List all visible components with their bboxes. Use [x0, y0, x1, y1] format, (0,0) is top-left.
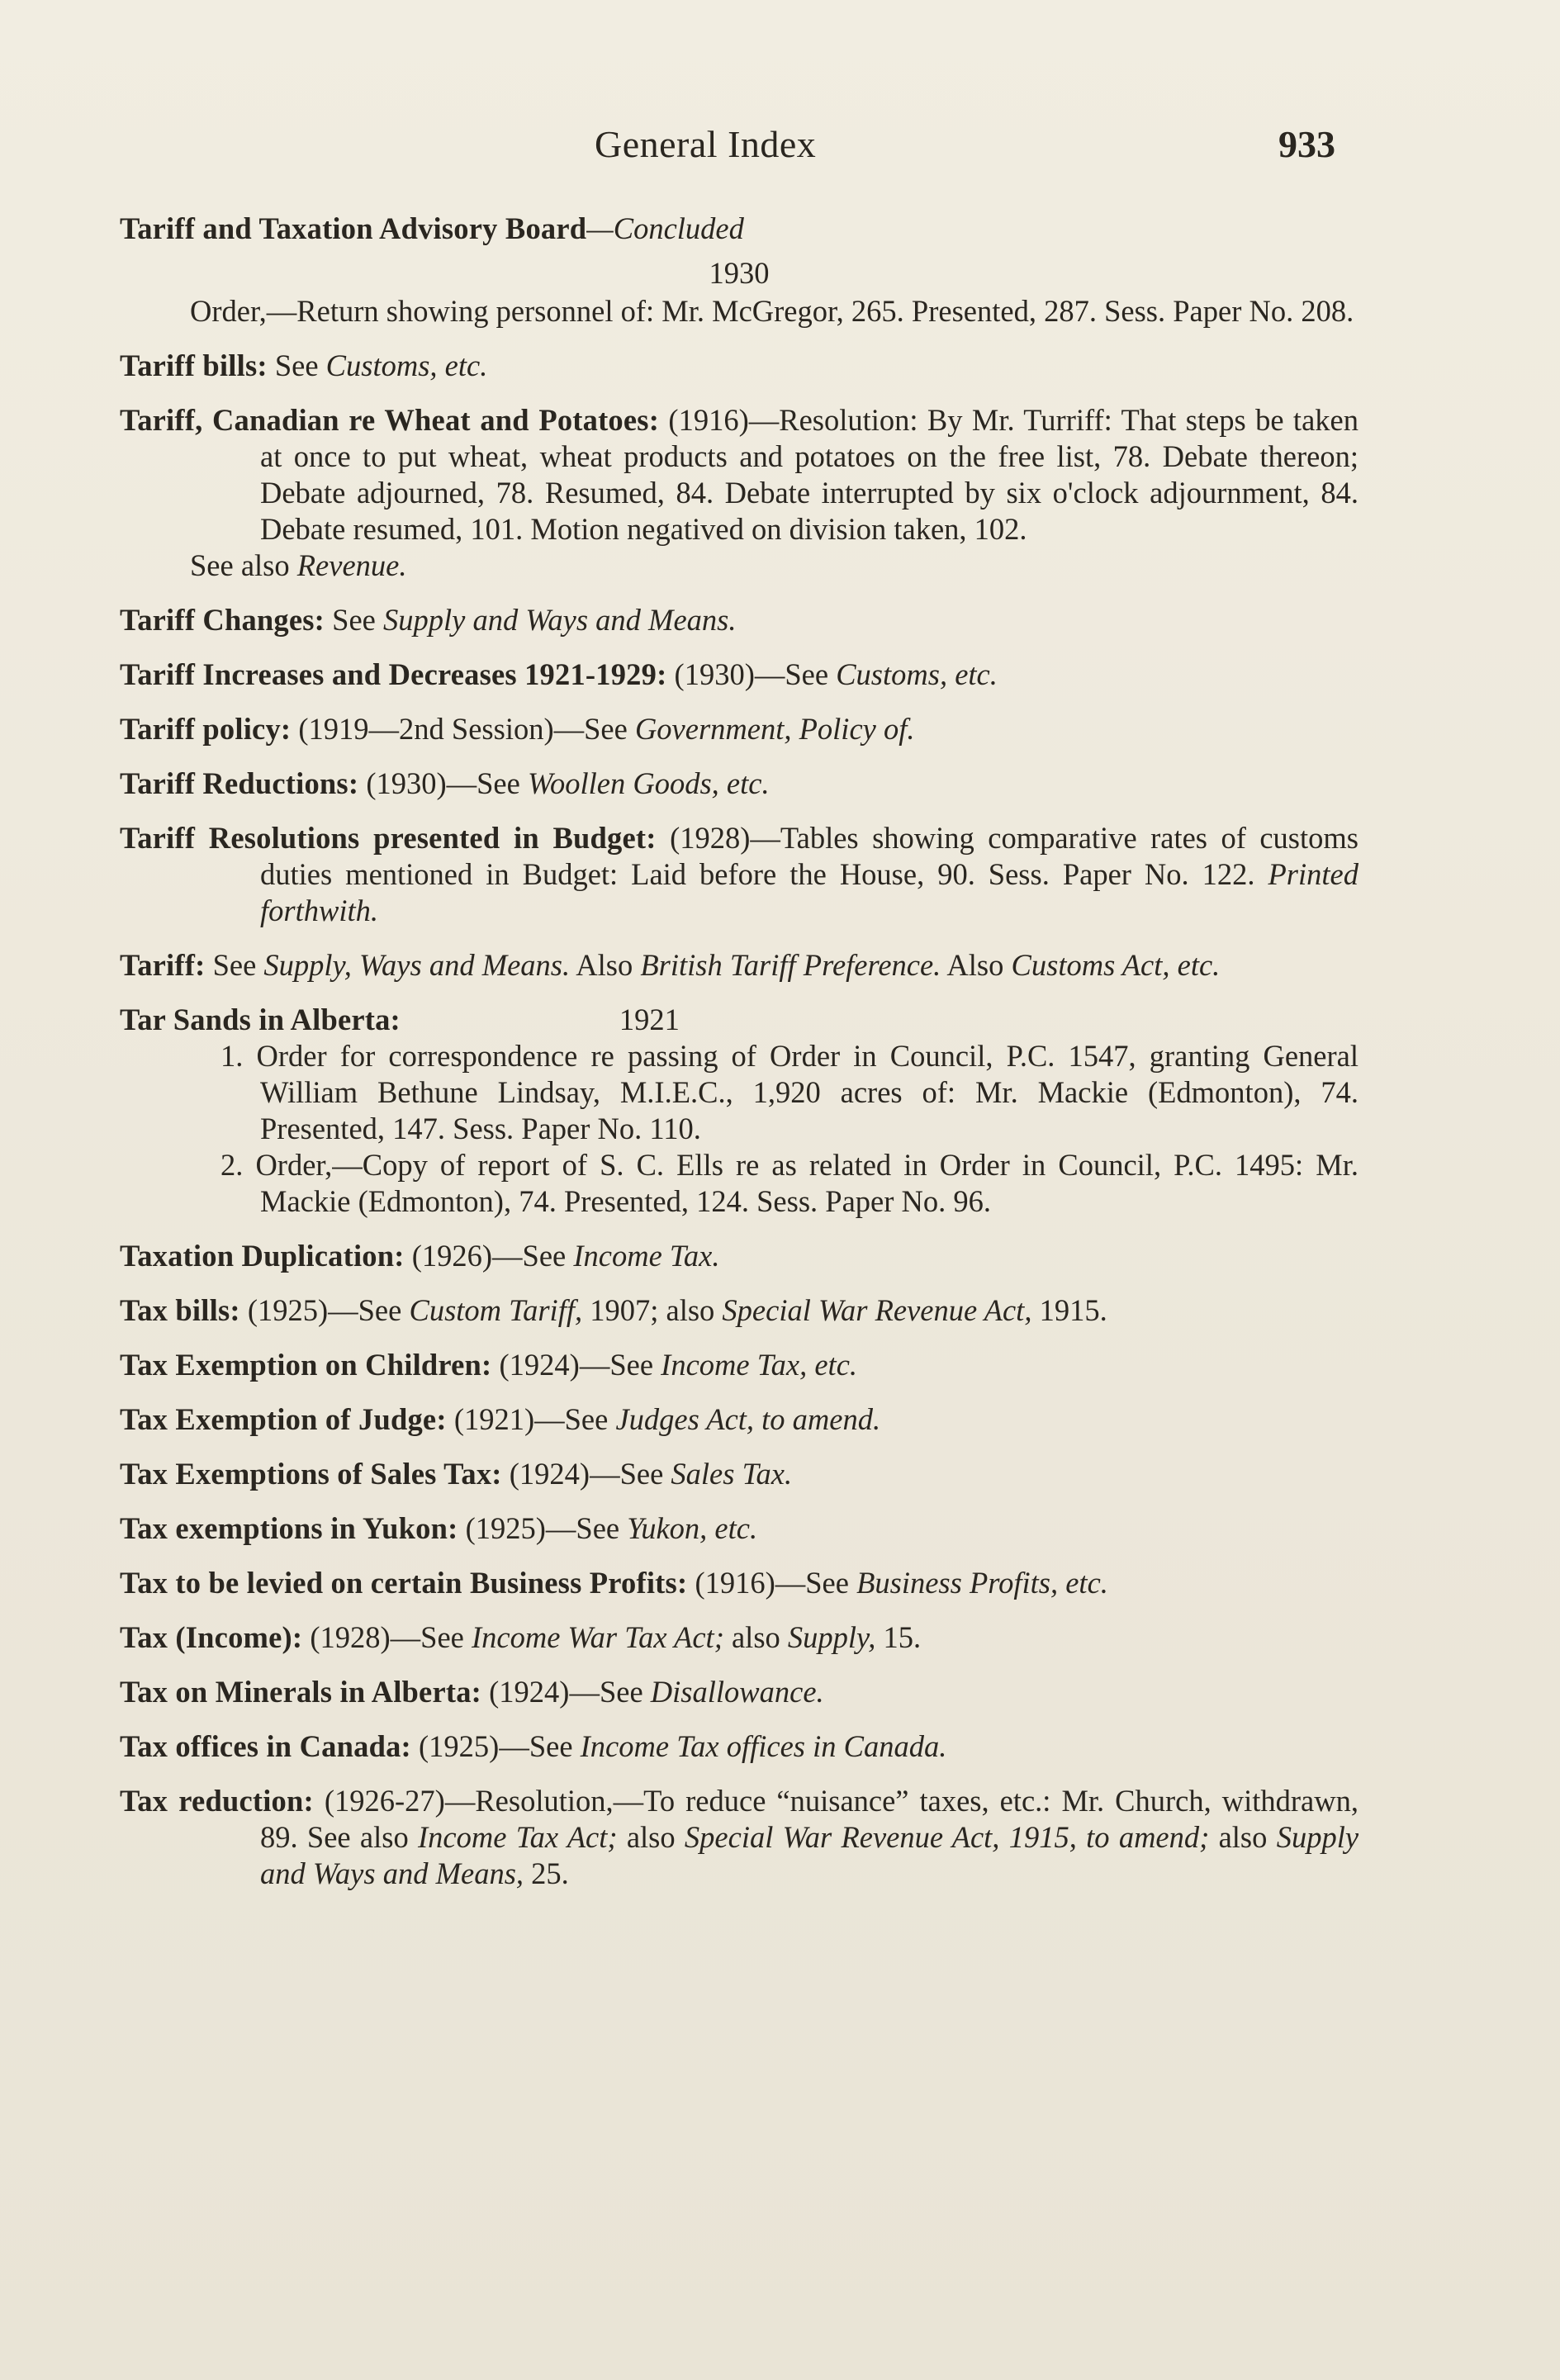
entry-heading: Tax on Minerals in Alberta:: [120, 1675, 482, 1709]
index-entry: [120, 657, 1358, 693]
index-entry: [120, 1347, 1358, 1383]
entry-heading: Tariff Reductions:: [120, 766, 359, 800]
cross-reference: Revenue.: [296, 548, 407, 582]
index-entry: [120, 1783, 1358, 1892]
entry-heading: Tariff Resolutions presented in Budget:: [120, 821, 657, 855]
entry-subitem: Order,—Return showing personnel of: Mr. McGregor, 265. Presented, 287. Sess. Paper No. 208.: [190, 294, 1354, 328]
entry-heading: Tariff Changes:: [120, 603, 325, 637]
entry-heading: Tariff policy:: [120, 712, 292, 746]
entry-heading: Tar Sands in Alberta:: [120, 1003, 401, 1036]
entry-text: See: [325, 603, 383, 637]
cross-reference: Supply and Ways and Means,: [260, 1820, 1359, 1890]
entry-text: Also: [941, 948, 1012, 982]
entry-text: (1924)—See: [491, 1348, 661, 1382]
entry-heading: Tariff:: [120, 948, 206, 982]
index-entry: [120, 602, 1358, 638]
cross-reference: Supply and Ways and Means.: [383, 603, 737, 637]
index-entry: [120, 711, 1358, 747]
entry-year: 1921: [619, 1003, 680, 1036]
cross-reference: Business Profits, etc.: [856, 1566, 1108, 1600]
cross-reference: Government, Policy of.: [634, 712, 915, 746]
cross-reference: Custom Tariff,: [409, 1293, 583, 1327]
entry-heading: Tax reduction:: [120, 1784, 314, 1818]
cross-reference: Income Tax, etc.: [661, 1348, 858, 1382]
entry-text: 1915.: [1031, 1293, 1107, 1327]
cross-reference: Supply,: [787, 1620, 876, 1654]
entry-heading: Tax Exemptions of Sales Tax:: [120, 1457, 502, 1491]
index-entry: [120, 1510, 1358, 1547]
item-number: 2.: [220, 1148, 244, 1182]
entry-heading: Tariff, Canadian re Wheat and Potatoes:: [120, 403, 660, 437]
entry-text: (1926-27)—Resolution,—To reduce “nuisance” taxes, etc.: Mr. Church, withdrawn, 89. See also: [260, 1784, 1358, 1854]
entry-text: (1928)—See: [302, 1620, 472, 1654]
entry-text: (1928)—Tables showing comparative rates of customs duties mentioned in Budget: Laid before the House, 90. Sess. Paper No. 122.: [260, 821, 1358, 891]
index-entry: [120, 1619, 1358, 1656]
entry-text: (1916)—See: [687, 1566, 857, 1600]
index-entry: [120, 1565, 1358, 1601]
entry-heading: Tax bills:: [120, 1293, 240, 1327]
index-entry: [120, 1728, 1358, 1765]
cross-reference: Income War Tax Act;: [472, 1620, 724, 1654]
cross-reference: Special War Revenue Act,: [722, 1293, 1032, 1327]
entry-text: 25.: [524, 1856, 569, 1890]
entry-text: also: [1209, 1820, 1277, 1854]
entry-heading: Tax exemptions in Yukon:: [120, 1511, 458, 1545]
index-entry: [120, 1401, 1358, 1438]
index-entry: [120, 348, 1358, 384]
entry-heading: Tax Exemption of Judge:: [120, 1402, 447, 1436]
entry-heading: Tax offices in Canada:: [120, 1729, 411, 1763]
running-head: [0, 122, 1560, 172]
cross-reference: Disallowance.: [650, 1675, 824, 1709]
cross-reference: Income Tax Act;: [418, 1820, 618, 1854]
entry-heading: Tariff bills:: [120, 348, 268, 382]
cross-reference: Supply, Ways and Means.: [263, 948, 571, 982]
index-entry: [120, 211, 1358, 330]
entry-text: Also: [570, 948, 641, 982]
entry-heading: Tax Exemption on Children:: [120, 1348, 492, 1382]
entry-text: See: [205, 948, 264, 982]
entry-text: (1925)—See: [410, 1729, 581, 1763]
entry-subitem: [186, 1038, 1358, 1147]
index-entry: [120, 402, 1358, 584]
entry-heading: Tax to be levied on certain Business Profits:: [120, 1566, 688, 1600]
cross-reference: Woollen Goods, etc.: [527, 766, 770, 800]
running-head-title: General Index: [595, 123, 817, 165]
index-entry: [120, 1238, 1358, 1274]
see-also-line: [190, 548, 1358, 584]
index-entry: [120, 766, 1358, 802]
index-entry: [120, 820, 1358, 929]
index-entry: [120, 1292, 1358, 1329]
entry-year: 1930: [709, 256, 770, 290]
entry-text: also: [723, 1620, 788, 1654]
entry-heading: Taxation Duplication:: [120, 1239, 405, 1273]
entry-continuation: —Concluded: [586, 211, 744, 245]
entry-text: (1926)—See: [404, 1239, 574, 1273]
cross-reference: Income Tax.: [573, 1239, 720, 1273]
entry-text: (1925)—See: [239, 1293, 410, 1327]
index-entry: [120, 1456, 1358, 1492]
cross-reference: Printed forthwith.: [260, 857, 1358, 927]
item-text: Order,—Copy of report of S. C. Ells re as related in Order in Council, P.C. 1495: Mr. Mackie (Edmonton), 74. Presented, 124. Sess. Paper No. 96.: [255, 1148, 1358, 1218]
cross-reference: Customs Act, etc.: [1011, 948, 1221, 982]
entry-text: (1916)—Resolution: By Mr. Turriff: That steps be taken at once to put wheat, wheat products and potatoes on the free list, 78. Debate thereon; Debate adjourned, 78. Resumed, 84. Debate interrupted by six o'clock adjournment, 84. Debate resumed, 101. Motion negatived on division taken, 102.: [260, 403, 1358, 546]
cross-reference: Judges Act, to amend.: [615, 1402, 881, 1436]
entry-subitem: [186, 1147, 1358, 1220]
index-entry: [120, 1674, 1358, 1710]
entry-text: See: [267, 348, 326, 382]
entry-text: (1930)—See: [666, 657, 837, 691]
entry-text: 1907; also: [582, 1293, 723, 1327]
entry-text: (1930)—See: [358, 766, 528, 800]
entry-text: (1921)—See: [446, 1402, 616, 1436]
entry-text: (1924)—See: [481, 1675, 651, 1709]
cross-reference: Sales Tax.: [671, 1457, 793, 1491]
cross-reference: Special War Revenue Act, 1915, to amend;: [684, 1820, 1210, 1854]
index-entry: [120, 1002, 1358, 1220]
see-also-label: See also: [190, 548, 297, 582]
item-text: Order for correspondence re passing of Order in Council, P.C. 1547, granting General William Bethune Lindsay, M.I.E.C., 1,920 acres of: Mr. Mackie (Edmonton), 74. Presented, 147. Sess. Paper No. 110.: [256, 1039, 1358, 1145]
cross-reference: Yukon, etc.: [627, 1511, 758, 1545]
cross-reference: British Tariff Preference.: [640, 948, 941, 982]
index-entry: [120, 947, 1358, 984]
cross-reference: Customs, etc.: [836, 657, 998, 691]
entry-text: (1925)—See: [458, 1511, 628, 1545]
entry-text: (1924)—See: [501, 1457, 671, 1491]
entry-text: (1919—2nd Session)—See: [291, 712, 635, 746]
entry-text: also: [617, 1820, 685, 1854]
item-number: 1.: [220, 1039, 244, 1073]
entry-text: 15.: [875, 1620, 922, 1654]
entry-heading: Tariff Increases and Decreases 1921-1929:: [120, 657, 667, 691]
entry-heading: Tax (Income):: [120, 1620, 303, 1654]
cross-reference: Customs, etc.: [325, 348, 488, 382]
entry-heading: Tariff and Taxation Advisory Board: [120, 211, 587, 245]
index-content: [120, 211, 1358, 1910]
cross-reference: Income Tax offices in Canada.: [580, 1729, 947, 1763]
page-number: 933: [1278, 123, 1335, 165]
